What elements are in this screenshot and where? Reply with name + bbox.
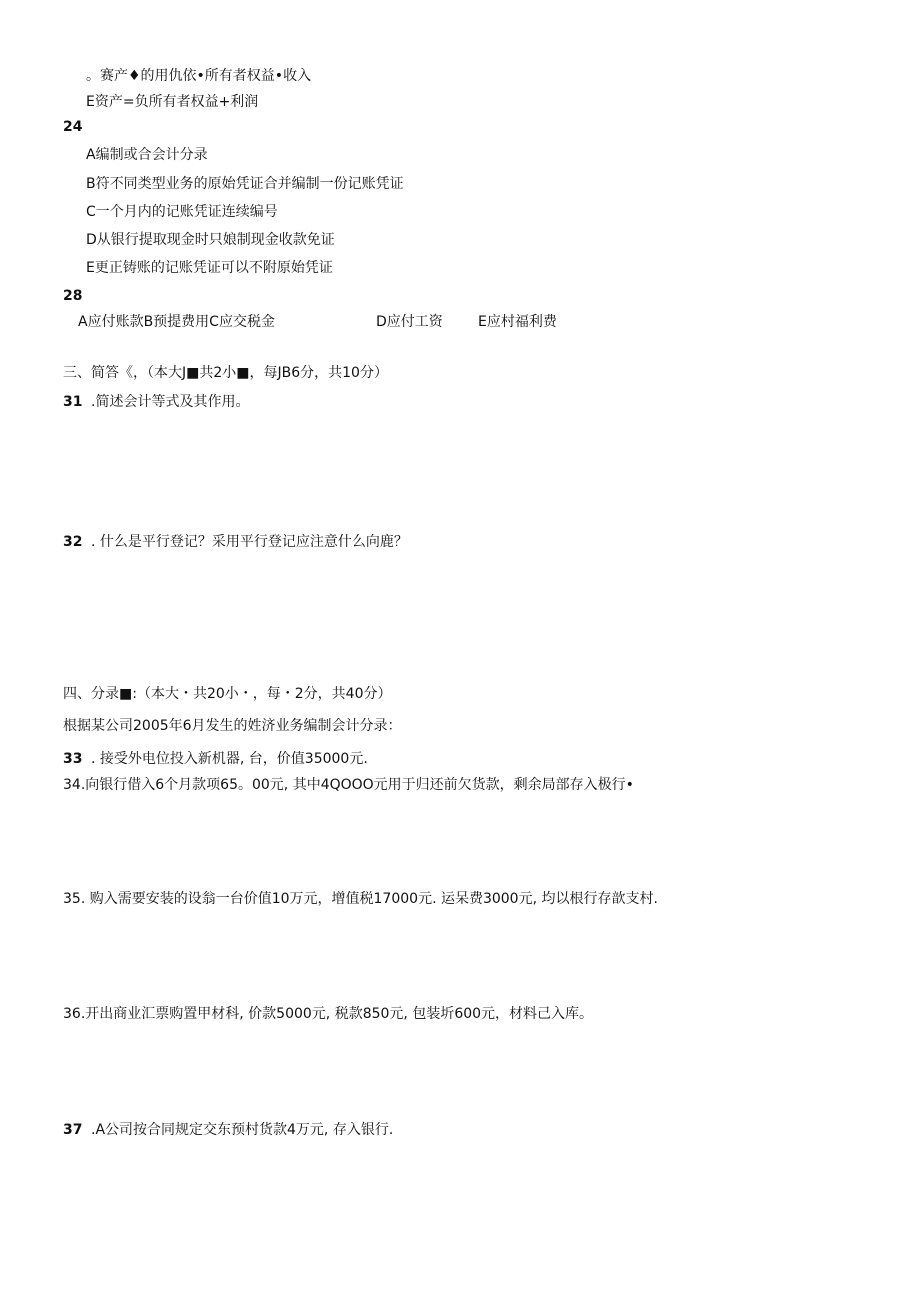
q24-option-c: C一个月内的记账凭证连续编号	[86, 204, 278, 220]
question-32-text: . 什么是平行登记？采用平行登记应注意什么向鹿？	[91, 534, 408, 550]
section3-heading: 三、简答《，（本大J■共2小■，每JB6分，共10分）	[63, 365, 388, 381]
question-34: 34.向银行借入6个月款项65。00元, 其中4QOOO元用于归还前欠货款，剩余局部存入极行•	[63, 777, 634, 793]
q24-option-d: D从银行提取现金时只娘制现金收款免证	[86, 232, 335, 248]
q28-options-abc: A应付账款B预提费用C应交税金	[78, 314, 275, 330]
question-37	[63, 1121, 393, 1139]
question-37-text: .A公司按合同规定交东预村货款4万元, 存入银行.	[91, 1122, 394, 1138]
question-33-text: . 接受外电位投入新机器, 台，价值35000元.	[91, 751, 368, 767]
q23-option-d: 。赛产♦的用仇依•所有者权益•收入	[86, 68, 312, 84]
q24-option-e: E更正铸账的记账凭证可以不附原始凭证	[86, 260, 333, 276]
question-number-31: 31	[63, 394, 83, 410]
question-number-33: 33	[63, 751, 83, 767]
question-31-text: .简述会计等式及其作用。	[91, 394, 250, 410]
q24-option-a: A编制或合会计分录	[86, 147, 208, 163]
question-number-37: 37	[63, 1122, 83, 1138]
q28-option-e: E应村福利费	[478, 314, 557, 330]
q28-option-d: D应付工资	[376, 314, 443, 330]
question-number-32: 32	[63, 534, 83, 550]
q24-option-b: B符不同类型业务的原始凭证合并编制一份记账凭证	[86, 176, 404, 192]
question-33	[63, 750, 368, 768]
question-number-28: 28	[63, 288, 83, 304]
question-36: 36.开出商业汇票购置甲材科, 价款5000元, 税款850元, 包装圻600元，材料己入库。	[63, 1006, 594, 1022]
section4-heading: 四、分录■:（本大・共20小・，每・2分，共40分）	[63, 686, 392, 702]
question-31	[63, 393, 249, 411]
question-32	[63, 533, 408, 551]
question-35: 35. 购入需要安装的设翁一台价值10万元，增值税17000元. 运呆费3000元, 均以根行存歆支村.	[63, 891, 658, 907]
q23-option-e: E资产=负所有者权益+利润	[86, 94, 259, 110]
section4-intro: 根据某公司2005年6月发生的姓济业务编制会计分录：	[63, 718, 402, 734]
question-number-24: 24	[63, 119, 83, 135]
